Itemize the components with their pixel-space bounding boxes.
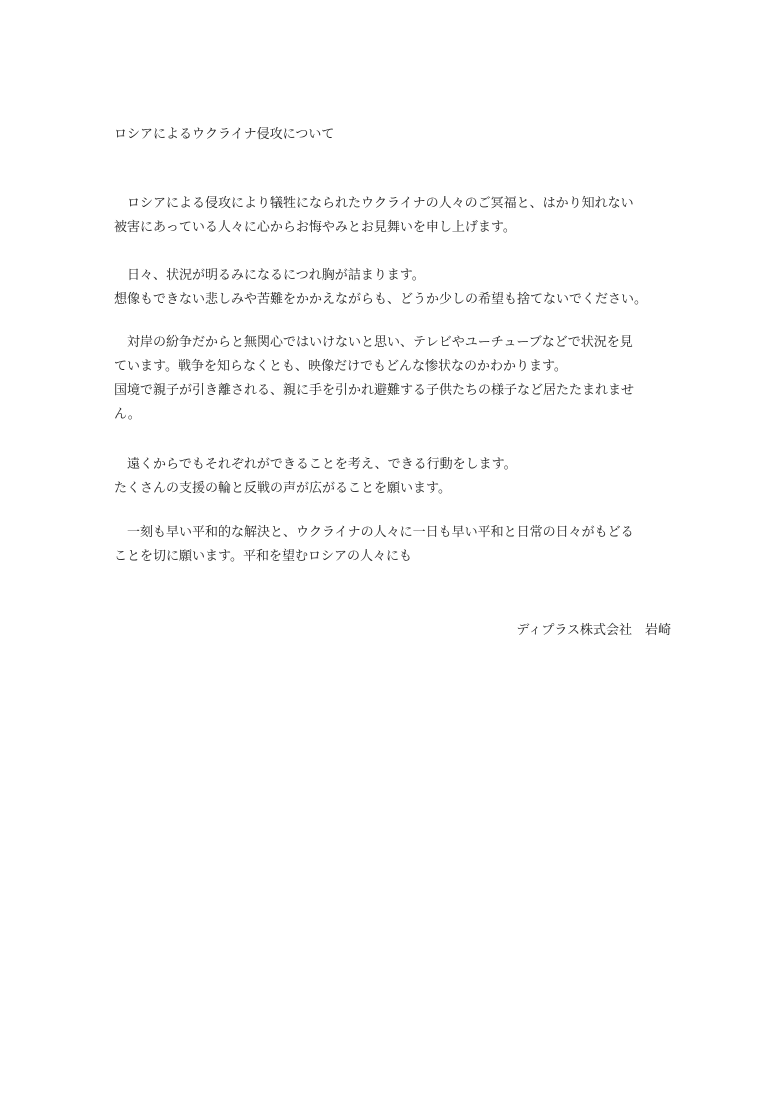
signature: ディプラス株式会社 岩崎 <box>516 623 671 638</box>
body-line-2: 被害にあっている人々に心からお悔やみとお見舞いを申し上げます。 <box>114 220 516 235</box>
body-line-11: 一刻も早い平和的な解決と、ウクライナの人々に一日も早い平和と日常の日々がもどる <box>114 525 634 540</box>
body-line-10: たくさんの支援の輪と反戦の声が広がることを願います。 <box>114 481 451 496</box>
body-line-7: 国境で親子が引き離される、親に手を引かれ避難する子供たちの様子など居たたまれませ <box>114 383 635 398</box>
body-line-5: 対岸の紛争だからと無関心ではいけないと思い、テレビやユーチューブなどで状況を見 <box>114 335 633 350</box>
body-line-9: 遠くからでもそれぞれができることを考え、できる行動をします。 <box>114 457 517 472</box>
document-title: ロシアによるウクライナ侵攻について <box>114 127 335 142</box>
body-line-8: ん。 <box>114 407 141 422</box>
body-line-3: 日々、状況が明るみになるにつれ胸が詰まります。 <box>114 268 425 283</box>
body-line-1: ロシアによる侵攻により犠牲になられたウクライナの人々のご冥福と、はかり知れない <box>114 196 634 211</box>
body-line-6: ています。戦争を知らなくとも、映像だけでもどんな惨状なのかわかります。 <box>114 359 567 374</box>
body-line-4: 想像もできない悲しみや苦難をかかえながらも、どうか少しの希望も捨てないでください。 <box>114 292 648 307</box>
body-line-12: ことを切に願います。平和を望むロシアの人々にも <box>114 549 412 564</box>
